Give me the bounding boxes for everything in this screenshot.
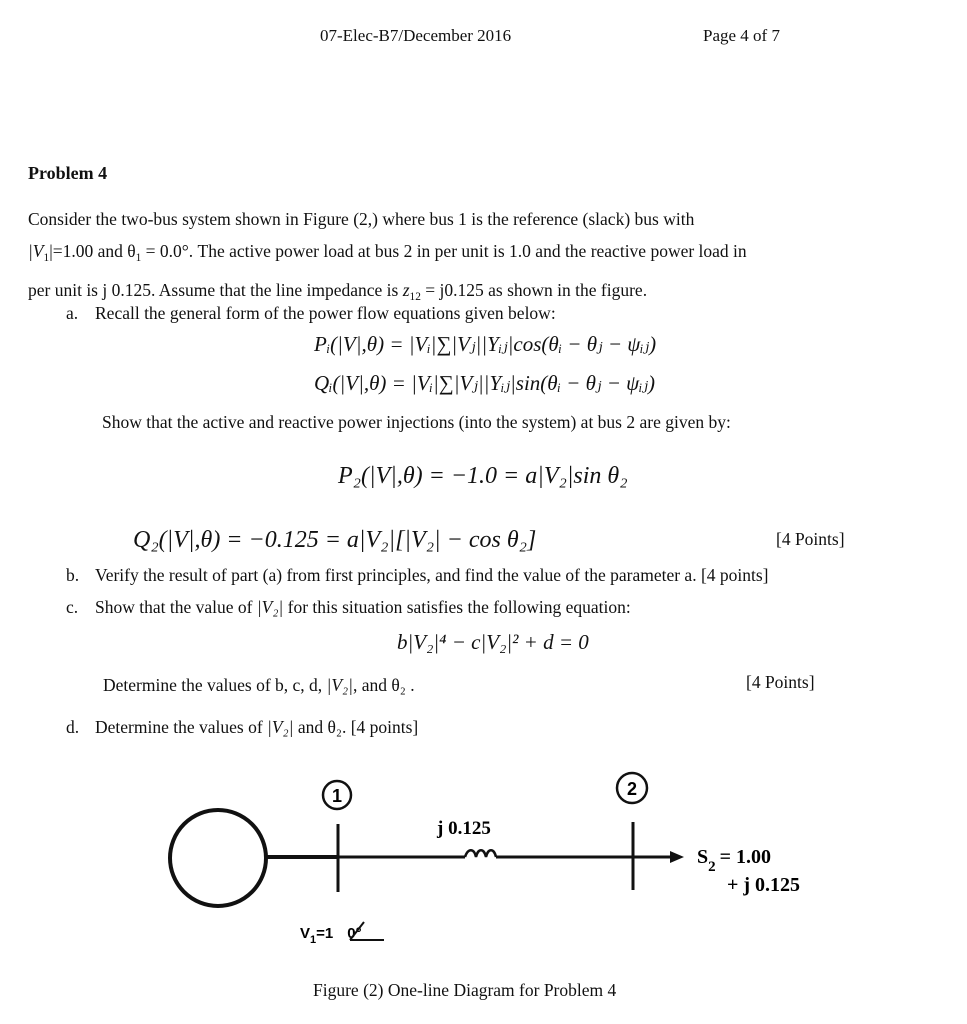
quartic-equation: b|V₂|⁴ − c|V₂|² + d = 0 bbox=[397, 630, 589, 654]
intro-line-3-head: per unit is j 0.125. Assume that the line impedance is bbox=[28, 279, 403, 300]
bus2-number: 2 bbox=[626, 779, 638, 799]
bus2-p-equation: P₂(|V|,θ) = −1.0 = a|V₂|sin θ₂ bbox=[338, 463, 628, 489]
v2-abs-2: |V₂| bbox=[326, 675, 353, 695]
intro-line-2-mid: |=1.00 and θ bbox=[49, 241, 136, 261]
part-d-text-head: Determine the values of bbox=[95, 717, 268, 737]
v2-abs: |V₂| bbox=[256, 597, 284, 617]
part-d-text-tail: and θ₂. [4 points] bbox=[293, 717, 419, 737]
power-flow-q-equation: Qᵢ(|V|,θ) = |Vᵢ|∑|Vⱼ||Yᵢⱼ|sin(θᵢ − θⱼ − ψᵢⱼ) bbox=[314, 371, 656, 395]
part-a-label: a. bbox=[66, 303, 79, 323]
part-d-label: d. bbox=[66, 717, 80, 737]
part-c-determine-tail: , and θ₂ . bbox=[352, 675, 415, 695]
figure-caption: Figure (2) One-line Diagram for Problem 4 bbox=[313, 980, 617, 1000]
course-code: 07-Elec-B7/December 2016 bbox=[320, 26, 512, 45]
v1-subscript: 1 bbox=[43, 251, 50, 264]
bus2-q-equation: Q₂(|V|,θ) = −0.125 = a|V₂|[|V₂| − cos θ₂] bbox=[133, 527, 537, 553]
load-arrow-head bbox=[670, 851, 684, 863]
load-value-1: = 1.00 bbox=[719, 846, 772, 868]
theta1-subscript: 1 bbox=[135, 251, 142, 264]
part-c-points: [4 Points] bbox=[746, 672, 815, 692]
part-c-determine bbox=[103, 675, 415, 696]
impedance-label: j 0.125 bbox=[437, 818, 491, 839]
part-a-text: Recall the general form of the power flow equations given below: bbox=[95, 303, 556, 323]
intro-line-1: Consider the two-bus system shown in Figure (2,) where bus 1 is the reference (slack) bus with bbox=[28, 209, 695, 229]
v2-abs-3: |V₂| bbox=[267, 717, 294, 737]
page-number: Page 4 of 7 bbox=[703, 26, 780, 45]
z-symbol: z bbox=[402, 279, 410, 300]
load-value-2: + j 0.125 bbox=[727, 874, 801, 896]
intro-line-3-tail: = j0.125 as shown in the figure. bbox=[420, 279, 648, 300]
line-impedance-coil bbox=[465, 850, 496, 857]
z-subscript: 12 bbox=[409, 290, 421, 303]
v1-abs-text: |V bbox=[28, 241, 44, 261]
v1-v: V bbox=[300, 925, 311, 942]
part-c-text-head: Show that the value of bbox=[95, 597, 257, 617]
one-line-diagram bbox=[0, 760, 967, 970]
v1-sub: 1 bbox=[310, 934, 317, 946]
part-c-determine-head: Determine the values of b, c, d, bbox=[103, 675, 327, 695]
load-s: S bbox=[697, 846, 709, 868]
intro-line-2-tail: = 0.0°. The active power load at bus 2 in per unit is 1.0 and the reactive power load in bbox=[141, 241, 747, 261]
part-a-points: [4 Points] bbox=[776, 529, 845, 549]
part-c-text bbox=[95, 597, 631, 618]
part-c-text-tail: for this situation satisfies the following equation: bbox=[283, 597, 631, 617]
load-label bbox=[697, 846, 771, 875]
part-b-text: Verify the result of part (a) from first principles, and find the value of the parameter a. [4 points] bbox=[95, 565, 769, 585]
v1-eq: =1 bbox=[316, 925, 334, 942]
part-a-show-text: Show that the active and reactive power injections (into the system) at bus 2 are given by: bbox=[102, 412, 731, 432]
part-c-label: c. bbox=[66, 597, 79, 617]
part-d-text bbox=[95, 717, 418, 738]
load-subscript: 2 bbox=[708, 859, 716, 875]
bus1-number: 1 bbox=[331, 786, 343, 806]
problem-title: Problem 4 bbox=[28, 163, 108, 183]
power-flow-p-equation: Pᵢ(|V|,θ) = |Vᵢ|∑|Vⱼ||Yᵢⱼ|cos(θᵢ − θⱼ − ψᵢⱼ) bbox=[314, 332, 657, 356]
problem-intro bbox=[28, 203, 958, 313]
generator-symbol bbox=[170, 810, 266, 906]
intro-line-2 bbox=[28, 235, 958, 274]
v1-angle: 0° bbox=[347, 925, 362, 942]
part-b-label: b. bbox=[66, 565, 80, 585]
